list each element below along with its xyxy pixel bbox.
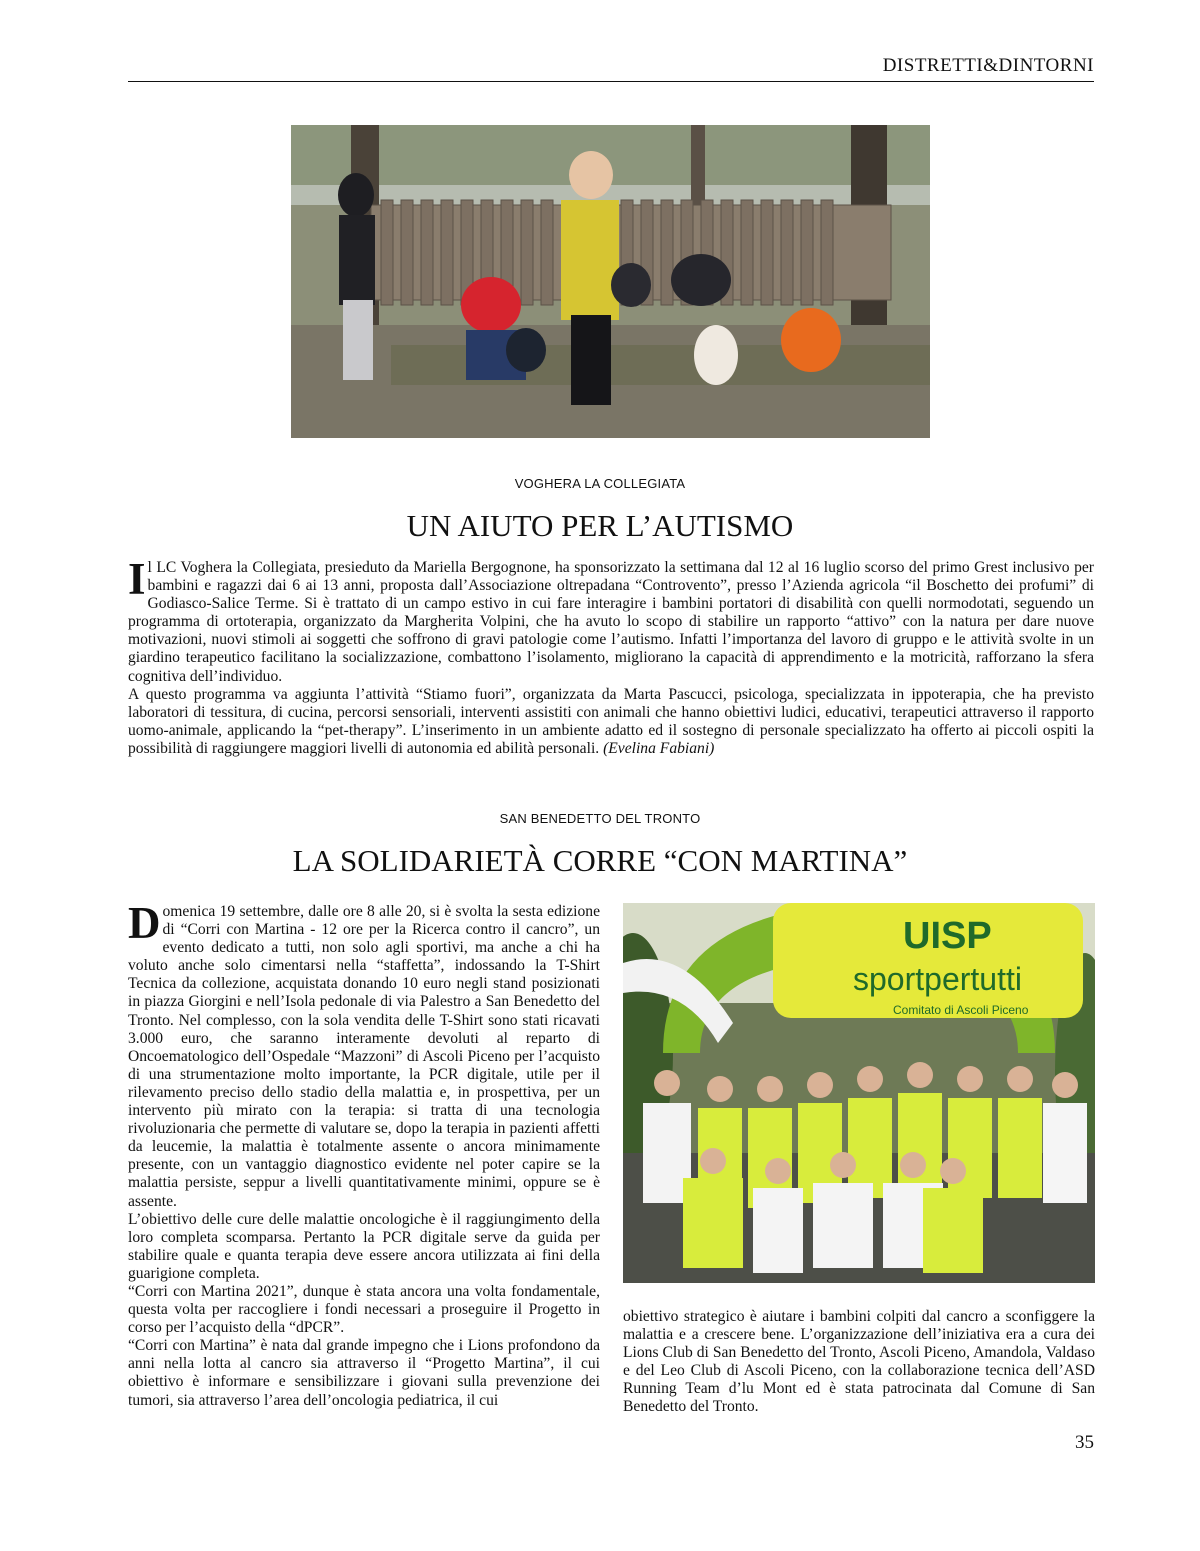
article2-paragraph: obiettivo strategico è aiutare i bambini colpiti dal cancro a sconfiggere la malattia e a crescere bene. L’organizzazione dell’iniziativa era a cura dei Lions Club di San Benedetto del Tronto, Ascoli Piceno, Amandola, Valdaso e del Leo Club di Ascoli Piceno, con la collaborazione tecnica dell’ASD Running Team d’lu Mont ed è stata patrocinata dal Comune di San Benedetto del Tronto. [623,1308,1095,1416]
section-header: DISTRETTI&DINTORNI [882,55,1094,76]
banner-line2: Comitato di Ascoli Piceno [893,1003,1029,1017]
article1-kicker: VOGHERA LA COLLEGIATA [514,476,686,491]
article2-title: LA SOLIDARIETÀ CORRE “CON MARTINA” [292,843,908,878]
article2-paragraph: Domenica 19 settembre, dalle ore 8 alle 20, si è svolta la sesta edizione di “Corri con Martina - 12 ore per la Ricerca contro il cancro”, un evento dedicato a tutti, non solo agli sportivi, ma anche a chi ha voluto anche solo cimentarsi nella “staffetta”, indossando la T-Shirt Tecnica da collezione, acquistata donando 10 euro negli stand posizionati in piazza Giorgini e nell’Isola pedonale di via Palestro a San Benedetto del Tronto. Nel complesso, con la sola vendita delle T-Shirt sono stati ricavati 3.000 euro, che saranno interamente devoluti al reparto di Oncoematologico dell’Ospedale “Mazzoni” di Ascoli Piceno per l’acquisto di una strumentazione molto importante, la PCR digitale, utile per il rilevamento preciso dello stadio della malattia e, in prospettiva, per un intervento più mirato con la terapia: si tratta di una tecnologia rivoluzionaria che permette di valutare se, dopo la terapia in pazienti affetti da leucemie, la malattia è totalmente assente o ancora minimamente presente, con un vantaggio diagnostico evidente nel poter capire se la malattia persiste, seppur a livelli quantitativamente minimi, oppure se è assente. [128,898,600,1210]
event-group-photo [623,903,1095,1283]
header-divider [128,81,1094,82]
page-number: 35 [1075,1432,1094,1453]
article1-dropcap: I [128,554,146,604]
article1-signature: (Evelina Fabiani) [603,739,715,757]
article2-kicker: SAN BENEDETTO DEL TRONTO [499,811,701,826]
garden-photo [291,125,930,438]
article1-paragraph: A questo programma va aggiunta l’attività “Stiamo fuori”, organizzata da Marta Pascucci, psicologa, specializzata in ippoterapia, che ha previsto laboratori di tessitura, di cucina, percorsi sensoriali, interventi assistiti con animali che hanno obiettivi ludici, educativi, terapeutici attraverso il rapporto uomo-animale, applicando la “pet-therapy”. L’inserimento in un ambiente adatto ed il sostegno di personale specializzato ha offerto ai piccoli ospiti la possibilità di raggiungere maggiori livelli di autonomia ed abilità personali. (Evelina Fabiani) [128,685,1094,757]
banner-line1: sportpertutti [853,961,1022,997]
article1-title: UN AIUTO PER L’AUTISMO [406,508,794,543]
banner-brand: UISP [903,915,992,957]
article2-column-2 [623,1308,1095,1417]
article1-paragraph: Il LC Voghera la Collegiata, presieduto da Mariella Bergognone, ha sponsorizzato la settimana dal 12 al 16 luglio scorso del primo Grest inclusivo per bambini e ragazzi dai 6 ai 13 anni, proposta dall’Associazione oltrepadana “Controvento”, presso l’Azienda agricola “il Boschetto dei profumi” di Godiasco-Salice Terme. Si è trattato di un campo estivo in cui fare interagire i bambini portatori di disabilità con quelli normodotati, seguendo un programma di ortoterapia, organizzato da Margherita Volpini, che ha avuto lo scopo di stabilire un rapporto “attivo” con la natura per dare nuove motivazioni, nuovi stimoli ai soggetti che soffrono di gravi patologie come l’autismo. Infatti l’importanza del lavoro di gruppo e le attività svolte in un giardino terapeutico facilitano la socializzazione, combattono l’isolamento, migliorano la capacità di apprendimento e la motricità, rafforzano la sfera cognitiva dell’individuo. [128,554,1094,685]
article2-column-1 [128,898,600,1410]
article2-dropcap: D [128,898,161,948]
article1-body [128,554,1094,758]
article2-paragraph: L’obiettivo delle cure delle malattie oncologiche è il raggiungimento della loro completa scomparsa. Pertanto la PCR digitale serve da guida per stabilire quale e quanta terapia deve essere ancora utilizzata ai fini della guarigione completa. [128,1210,600,1282]
article2-paragraph: “Corri con Martina 2021”, dunque è stata ancora una volta fondamentale, questa volta per raccogliere i fondi necessari a proseguire il Progetto in corso per l’acquisto della “dPCR”. [128,1282,600,1337]
article2-paragraph: “Corri con Martina” è nata dal grande impegno che i Lions profondono da anni nella lotta al cancro sia attraverso il “Progetto Martina”, il cui obiettivo è informare e sensibilizzare i giovani sulla prevenzione dei tumori, sia attraverso l’area dell’oncologia pediatrica, il cui [128,1337,600,1409]
